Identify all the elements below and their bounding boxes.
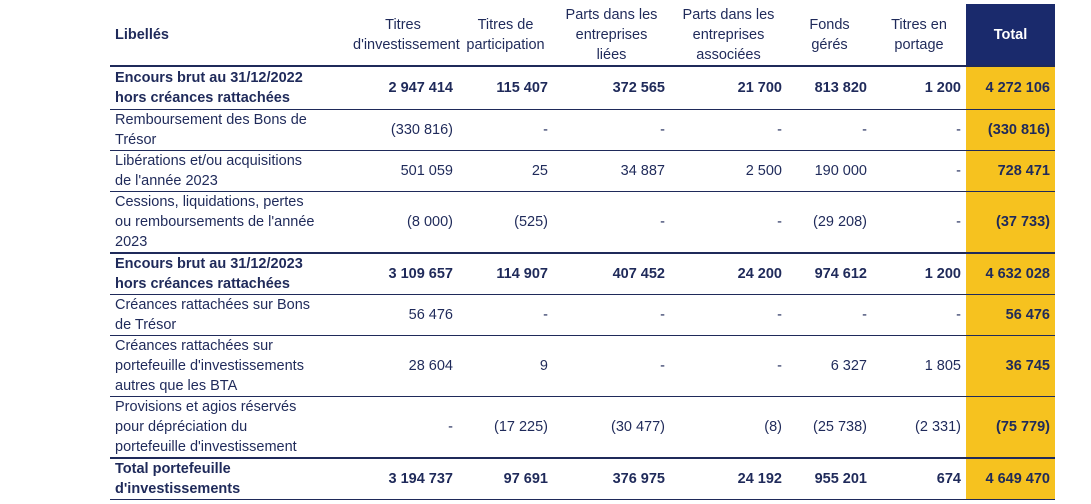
cell-value: 372 565 bbox=[553, 66, 670, 109]
cell-value: (17 225) bbox=[458, 396, 553, 458]
cell-value: (29 208) bbox=[787, 191, 872, 253]
cell-value: (2 331) bbox=[872, 396, 966, 458]
cell-value: 97 691 bbox=[458, 458, 553, 500]
cell-value: - bbox=[553, 294, 670, 335]
cell-value: (330 816) bbox=[348, 109, 458, 150]
header-total: Total bbox=[966, 4, 1055, 66]
row-label: Libérations et/ou acquisitions de l'année 2023 bbox=[110, 150, 348, 191]
cell-value: 2 500 bbox=[670, 150, 787, 191]
cell-value: - bbox=[348, 396, 458, 458]
cell-value: 114 907 bbox=[458, 253, 553, 295]
cell-value: - bbox=[872, 191, 966, 253]
cell-value: 2 947 414 bbox=[348, 66, 458, 109]
cell-value: 3 109 657 bbox=[348, 253, 458, 295]
table-header-row bbox=[110, 4, 1055, 66]
cell-value: 674 bbox=[872, 458, 966, 500]
cell-value: 1 200 bbox=[872, 253, 966, 295]
table-row bbox=[110, 109, 1055, 150]
header-parts-liees: Parts dans les entreprises liées bbox=[553, 4, 670, 66]
cell-value: 501 059 bbox=[348, 150, 458, 191]
investment-portfolio-table bbox=[110, 4, 1055, 500]
cell-value: 813 820 bbox=[787, 66, 872, 109]
cell-value: 56 476 bbox=[348, 294, 458, 335]
cell-value: - bbox=[872, 294, 966, 335]
header-titres-participation: Titres de participation bbox=[458, 4, 553, 66]
cell-total: (37 733) bbox=[966, 191, 1055, 253]
row-label: Provisions et agios réservés pour dépréciation du portefeuille d'investissement bbox=[110, 396, 348, 458]
row-label: Total portefeuille d'investissements bbox=[110, 458, 348, 500]
cell-value: 34 887 bbox=[553, 150, 670, 191]
cell-value: (8 000) bbox=[348, 191, 458, 253]
header-titres-investissement: Titres d'investissement bbox=[348, 4, 458, 66]
cell-value: - bbox=[553, 335, 670, 396]
cell-value: (8) bbox=[670, 396, 787, 458]
cell-total: 4 649 470 bbox=[966, 458, 1055, 500]
header-parts-associees: Parts dans les entreprises associées bbox=[670, 4, 787, 66]
cell-value: - bbox=[458, 109, 553, 150]
row-label: Créances rattachées sur Bons de Trésor bbox=[110, 294, 348, 335]
cell-total: (75 779) bbox=[966, 396, 1055, 458]
cell-value: 9 bbox=[458, 335, 553, 396]
cell-total: 4 632 028 bbox=[966, 253, 1055, 295]
table-row bbox=[110, 253, 1055, 295]
cell-value: 376 975 bbox=[553, 458, 670, 500]
cell-value: 24 192 bbox=[670, 458, 787, 500]
cell-value: - bbox=[787, 109, 872, 150]
row-label: Créances rattachées sur portefeuille d'investissements autres que les BTA bbox=[110, 335, 348, 396]
cell-value: 955 201 bbox=[787, 458, 872, 500]
cell-value: 1 805 bbox=[872, 335, 966, 396]
header-titres-portage: Titres en portage bbox=[872, 4, 966, 66]
cell-value: 24 200 bbox=[670, 253, 787, 295]
cell-value: 21 700 bbox=[670, 66, 787, 109]
cell-value: - bbox=[458, 294, 553, 335]
cell-value: - bbox=[872, 150, 966, 191]
row-label: Remboursement des Bons de Trésor bbox=[110, 109, 348, 150]
cell-value: (25 738) bbox=[787, 396, 872, 458]
cell-value: 974 612 bbox=[787, 253, 872, 295]
cell-value: 1 200 bbox=[872, 66, 966, 109]
cell-value: - bbox=[670, 109, 787, 150]
cell-value: - bbox=[787, 294, 872, 335]
table-row bbox=[110, 191, 1055, 253]
header-fonds-geres: Fonds gérés bbox=[787, 4, 872, 66]
cell-value: - bbox=[553, 191, 670, 253]
cell-total: 728 471 bbox=[966, 150, 1055, 191]
cell-total: 36 745 bbox=[966, 335, 1055, 396]
cell-value: 3 194 737 bbox=[348, 458, 458, 500]
cell-value: - bbox=[670, 335, 787, 396]
table-row bbox=[110, 396, 1055, 458]
table-row bbox=[110, 66, 1055, 109]
cell-total: 4 272 106 bbox=[966, 66, 1055, 109]
cell-value: - bbox=[553, 109, 670, 150]
row-label: Encours brut au 31/12/2023 hors créances rattachées bbox=[110, 253, 348, 295]
cell-value: 6 327 bbox=[787, 335, 872, 396]
row-label: Cessions, liquidations, pertes ou remboursements de l'année 2023 bbox=[110, 191, 348, 253]
cell-value: 28 604 bbox=[348, 335, 458, 396]
cell-total: (330 816) bbox=[966, 109, 1055, 150]
table-row bbox=[110, 335, 1055, 396]
cell-total: 56 476 bbox=[966, 294, 1055, 335]
cell-value: (525) bbox=[458, 191, 553, 253]
cell-value: - bbox=[670, 294, 787, 335]
header-libelles: Libellés bbox=[110, 4, 348, 66]
cell-value: - bbox=[872, 109, 966, 150]
table-row bbox=[110, 150, 1055, 191]
cell-value: 190 000 bbox=[787, 150, 872, 191]
cell-value: 407 452 bbox=[553, 253, 670, 295]
table-row bbox=[110, 458, 1055, 500]
cell-value: 115 407 bbox=[458, 66, 553, 109]
cell-value: (30 477) bbox=[553, 396, 670, 458]
row-label: Encours brut au 31/12/2022 hors créances rattachées bbox=[110, 66, 348, 109]
table-row bbox=[110, 294, 1055, 335]
cell-value: - bbox=[670, 191, 787, 253]
cell-value: 25 bbox=[458, 150, 553, 191]
